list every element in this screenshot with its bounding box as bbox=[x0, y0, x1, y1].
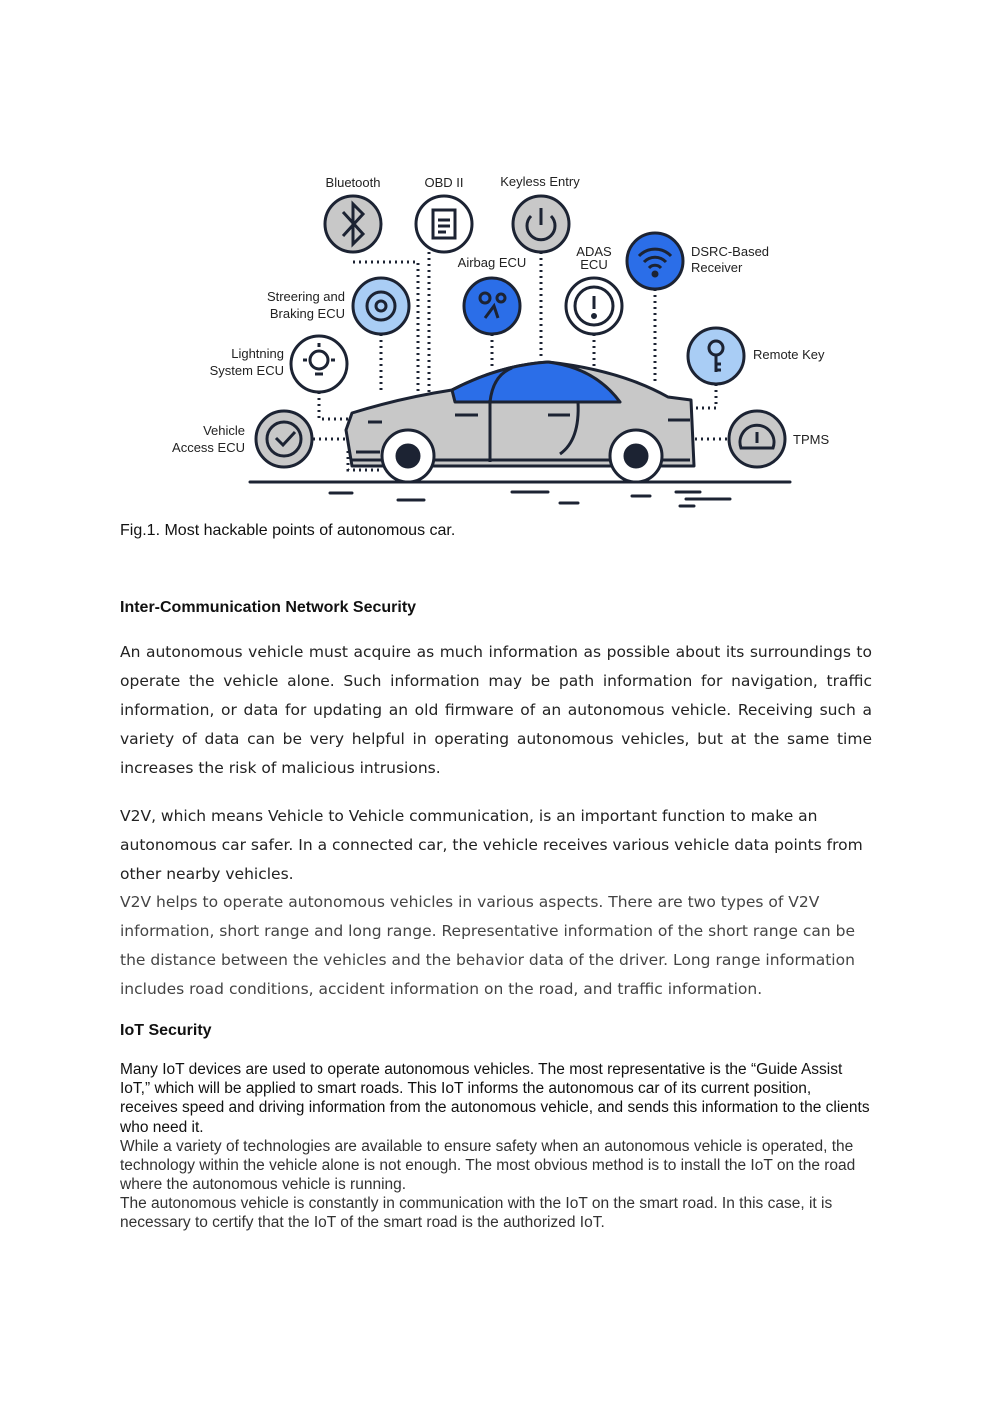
label-lighting-1: Lightning bbox=[231, 346, 284, 361]
figure-caption: Fig.1. Most hackable points of autonomous car. bbox=[120, 522, 456, 539]
paragraph: The autonomous vehicle is constantly in communication with the IoT on the smart road. In this case, it is necessary to certify that the IoT of the smart road is the authorized IoT. bbox=[120, 1195, 833, 1232]
gauge-icon bbox=[729, 411, 785, 467]
airbag-icon bbox=[464, 278, 520, 334]
label-vehicle-2: Access ECU bbox=[172, 440, 245, 455]
label-steering-2: Braking ECU bbox=[269, 306, 345, 321]
label-bluetooth: Bluetooth bbox=[325, 175, 381, 190]
label-adas-2: ECU bbox=[580, 257, 608, 272]
label-vehicle-1: Vehicle bbox=[203, 423, 245, 438]
road bbox=[250, 482, 790, 506]
wifi-icon bbox=[627, 233, 683, 289]
paragraph: While a variety of technologies are available to ensure safety when an autonomous vehicle is operated, the technology within the vehicle alone is not enough. The most obvious method is to install the IoT on the road where the autonomous vehicle is running. bbox=[120, 1138, 856, 1194]
paragraph: V2V, which means Vehicle to Vehicle communication, is an important function to make an autonomous car safer. In a connected car, the vehicle receives various vehicle data points from other nearby vehicles. bbox=[120, 807, 863, 883]
key-icon bbox=[688, 328, 744, 384]
power-icon bbox=[513, 196, 569, 252]
checkmark-icon bbox=[256, 411, 312, 467]
label-keyless: Keyless Entry bbox=[500, 174, 580, 189]
paragraph: V2V helps to operate autonomous vehicles in various aspects. There are two types of V2V information, short range and long range. Representative information of the short range can be the distance between the vehicles and the behavior data of the driver. Long range information includes road conditions, accident information on the road, and traffic information. bbox=[120, 893, 856, 998]
section-heading: IoT Security bbox=[120, 1022, 212, 1039]
paragraph: An autonomous vehicle must acquire as much information as possible about its surroundings to operate the vehicle alone. Such information may be path information for navigation, traffic information, or data for updating an old firmware of an autonomous vehicle. Receiving such a variety of data can be very helpful in operating autonomous vehicles, but at the same time increases the risk of malicious intrusions. bbox=[120, 643, 872, 777]
alert-icon bbox=[566, 278, 622, 334]
label-tpms: TPMS bbox=[793, 432, 830, 447]
hackable-points-diagram bbox=[160, 160, 840, 520]
label-steering-1: Streering and bbox=[266, 289, 345, 304]
brake-disc-icon bbox=[353, 278, 409, 334]
clipboard-icon bbox=[416, 196, 472, 252]
label-airbag: Airbag ECU bbox=[457, 255, 527, 270]
label-dsrc-1: DSRC-Based bbox=[691, 244, 770, 259]
car-icon bbox=[346, 362, 694, 482]
label-dsrc-2: Receiver bbox=[691, 260, 743, 275]
label-adas-1: ADAS bbox=[576, 244, 612, 259]
label-obd: OBD II bbox=[424, 175, 464, 190]
section-heading: Inter-Communication Network Security bbox=[120, 599, 417, 616]
lightbulb-icon bbox=[291, 336, 347, 392]
label-lighting-2: System ECU bbox=[209, 363, 284, 378]
label-remote: Remote Key bbox=[753, 347, 825, 362]
bluetooth-icon bbox=[325, 196, 381, 252]
paragraph: Many IoT devices are used to operate autonomous vehicles. The most representative is the “Guide Assist IoT,” which will be applied to smart roads. This IoT informs the autonomous car of its current position, receives speed and driving information from the autonomous vehicle, and sends this information to the clients who need it. bbox=[120, 1061, 870, 1136]
